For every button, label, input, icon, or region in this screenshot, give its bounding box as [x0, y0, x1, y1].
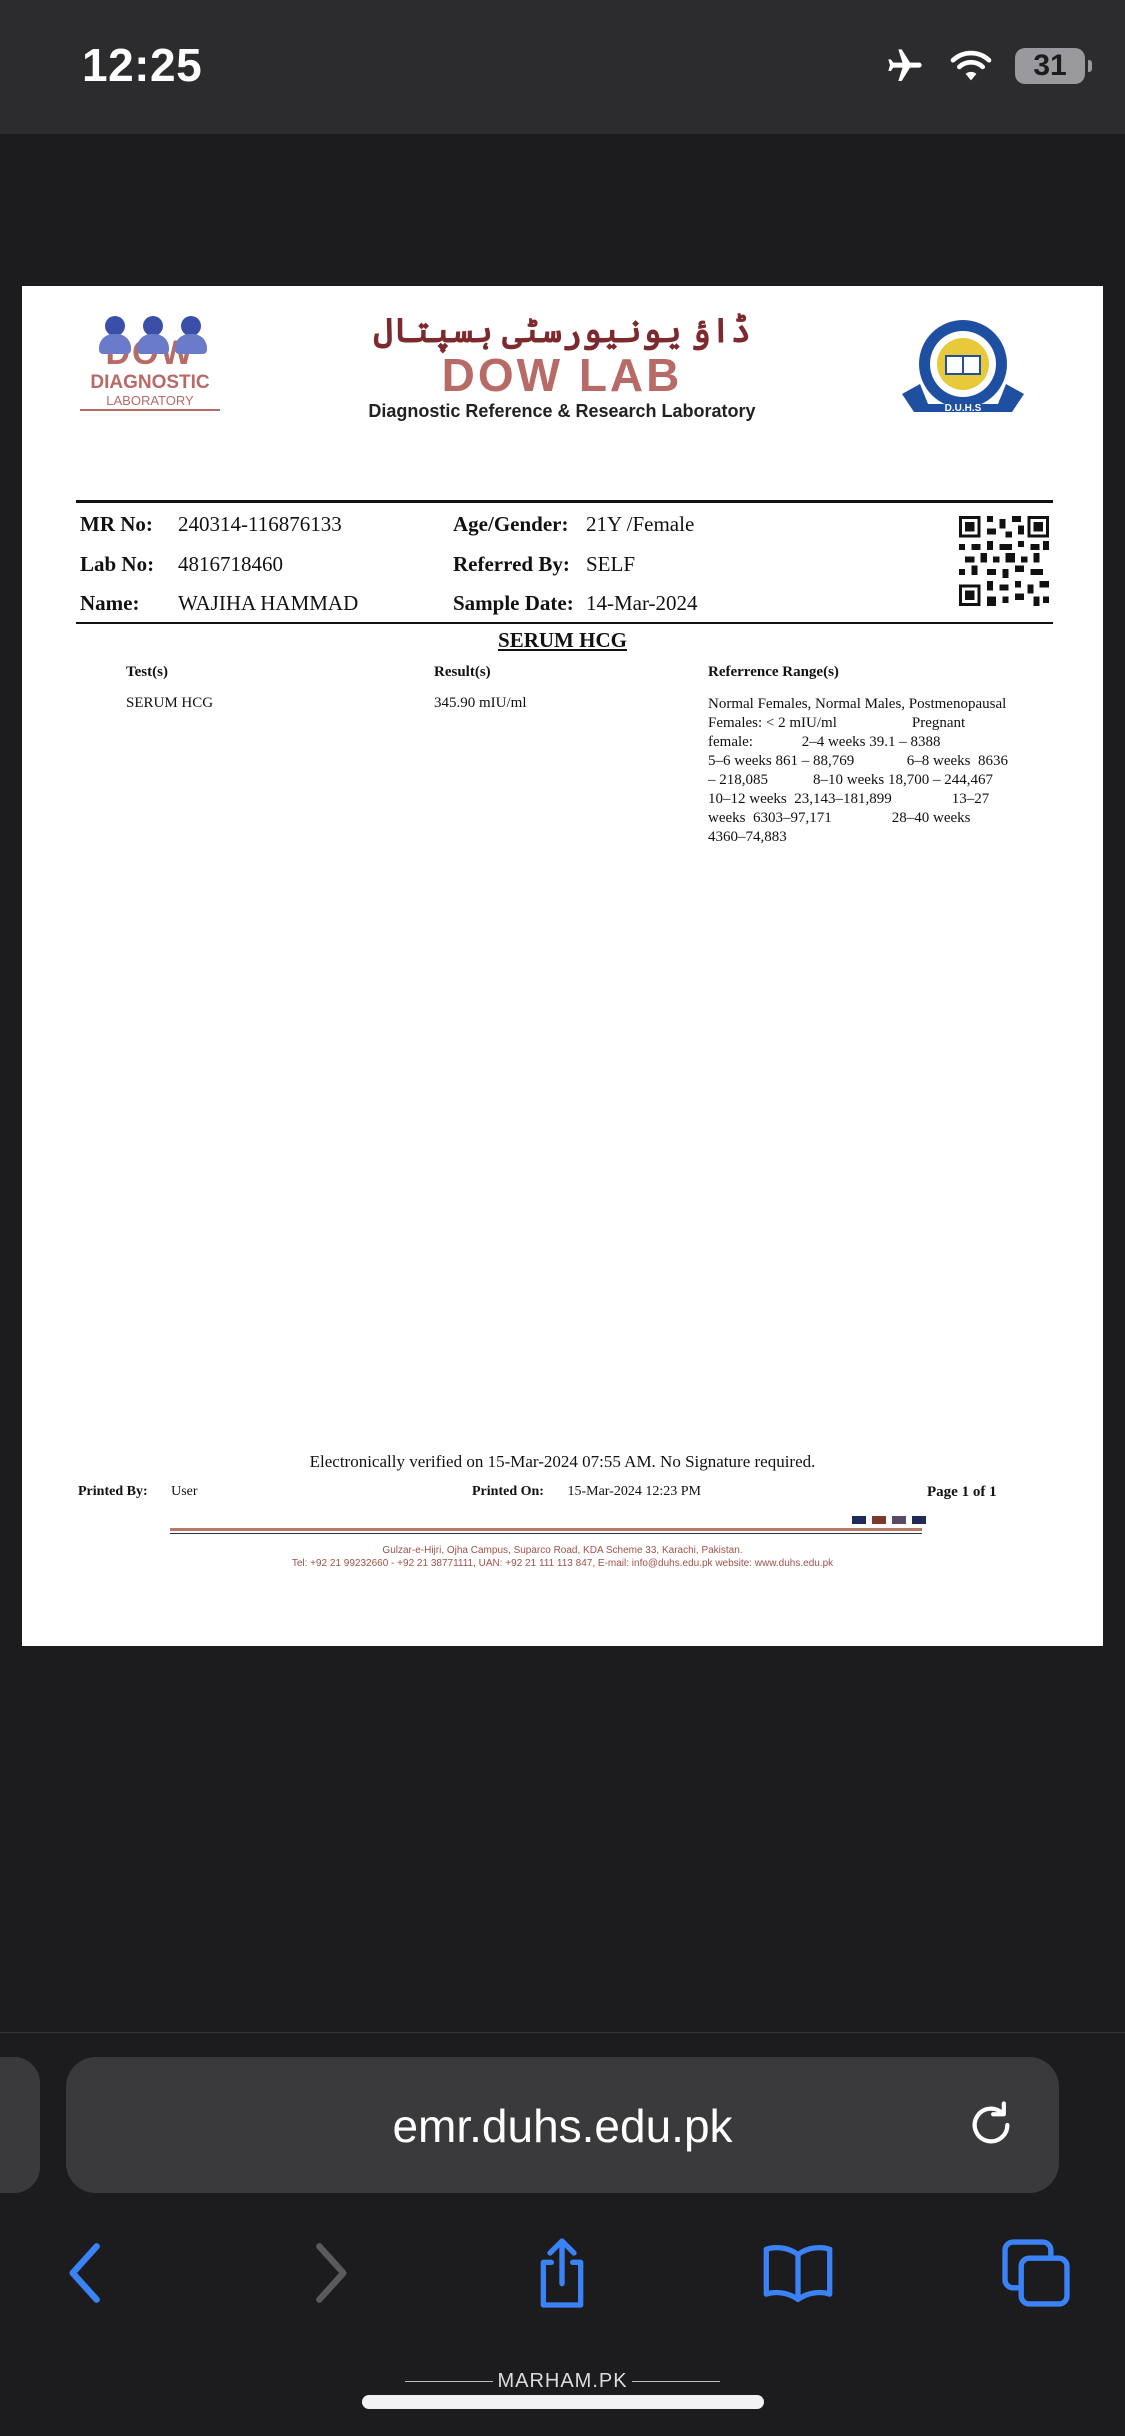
col-test-header: Test(s)	[126, 664, 168, 680]
footer-rule-thin	[170, 1533, 922, 1534]
referred-by: Referred By: SELF	[453, 552, 636, 576]
header-rule-bottom	[76, 622, 1053, 624]
back-icon[interactable]	[64, 2241, 108, 2305]
url-text[interactable]: emr.duhs.edu.pk	[392, 2100, 733, 2152]
qr-code-icon	[959, 516, 1049, 606]
footer-address: Gulzar-e-Hijri, Ojha Campus, Suparco Road, KDA Scheme 33, Karachi, Pakistan.	[382, 1545, 743, 1556]
patient-name: Name: WAJIHA HAMMAD	[80, 591, 359, 615]
share-button[interactable]	[522, 2233, 602, 2313]
battery-icon	[1015, 48, 1085, 84]
address-bar[interactable]	[66, 2057, 1059, 2193]
previous-tab-peek[interactable]	[0, 2057, 40, 2193]
bookmarks-icon[interactable]	[761, 2241, 835, 2305]
report-header	[322, 310, 802, 422]
lab-report-page	[22, 286, 1103, 1646]
reload-icon[interactable]	[963, 2097, 1019, 2153]
status-time: 12:25	[82, 39, 203, 91]
footer-contact: Tel: +92 21 99232660 - +92 21 38771111, UAN: +92 21 111 113 847, E-mail: info@duhs.edu.pk website: www.duhs.edu.pk	[291, 1558, 834, 1569]
home-indicator[interactable]	[362, 2395, 764, 2409]
urdu-title: ڈاؤ یونیورسٹی ہسپتال	[373, 312, 751, 350]
bookmarks-button[interactable]	[758, 2233, 838, 2313]
wifi-icon	[949, 48, 993, 84]
back-button[interactable]	[46, 2233, 126, 2313]
status-bar	[0, 0, 1125, 134]
duhs-seal-icon	[898, 312, 1028, 432]
page-number: Page 1 of 1	[927, 1484, 997, 1500]
test-title: SERUM HCG	[498, 628, 627, 652]
tabs-icon[interactable]	[1001, 2238, 1071, 2308]
row-reference-range: Normal Females, Normal Males, Postmenopausal Females: < 2 mIU/ml Pregnant female: 2–4 weeks 39.1 – 8388 5–6 weeks 861 – 88,769 6–8 weeks 8636 – 218,085 8–10 weeks 18,700 – 244,467 10–12 weeks 23,143–181,899 13–27 weeks 6303–97,171 28–40 weeks 4360–74,883	[708, 696, 1008, 845]
printed-on: Printed On: 15-Mar-2024 12:23 PM	[472, 1484, 701, 1499]
status-icons	[883, 46, 1085, 86]
lab-title: DOW LAB	[441, 349, 683, 401]
age-gender: Age/Gender: 21Y /Female	[453, 512, 695, 536]
footer-decoration	[852, 1516, 926, 1524]
logo-line1: DIAGNOSTIC	[90, 372, 210, 393]
row-test-name: SERUM HCG	[126, 695, 214, 711]
dow-diagnostic-logo	[80, 316, 240, 426]
tabs-button[interactable]	[996, 2233, 1076, 2313]
lab-number: Lab No: 4816718460	[80, 552, 283, 576]
verification-note: Electronically verified on 15-Mar-2024 07:55 AM. No Signature required.	[309, 1452, 816, 1471]
footer-rule	[170, 1528, 922, 1531]
battery-level: 31	[1033, 49, 1067, 82]
airplane-icon	[883, 46, 927, 86]
lab-subtitle: Diagnostic Reference & Research Laboratory	[368, 401, 756, 421]
col-range-header: Referrence Range(s)	[708, 664, 839, 680]
row-result-value: 345.90 mIU/ml	[434, 695, 527, 711]
viewer-background	[0, 134, 1125, 286]
header-rule-top	[76, 500, 1053, 503]
forward-button[interactable]	[290, 2233, 370, 2313]
share-icon[interactable]	[530, 2235, 594, 2311]
printed-by: Printed By: User	[78, 1484, 198, 1499]
seal-text: D.U.H.S	[944, 403, 982, 414]
sample-date: Sample Date: 14-Mar-2024	[453, 591, 698, 615]
forward-icon[interactable]	[308, 2241, 352, 2305]
logo-line2: LABORATORY	[80, 393, 220, 411]
marham-watermark: MARHAM.PK	[0, 2370, 1125, 2393]
mr-number: MR No: 240314-116876133	[80, 512, 342, 536]
col-result-header: Result(s)	[434, 664, 491, 680]
